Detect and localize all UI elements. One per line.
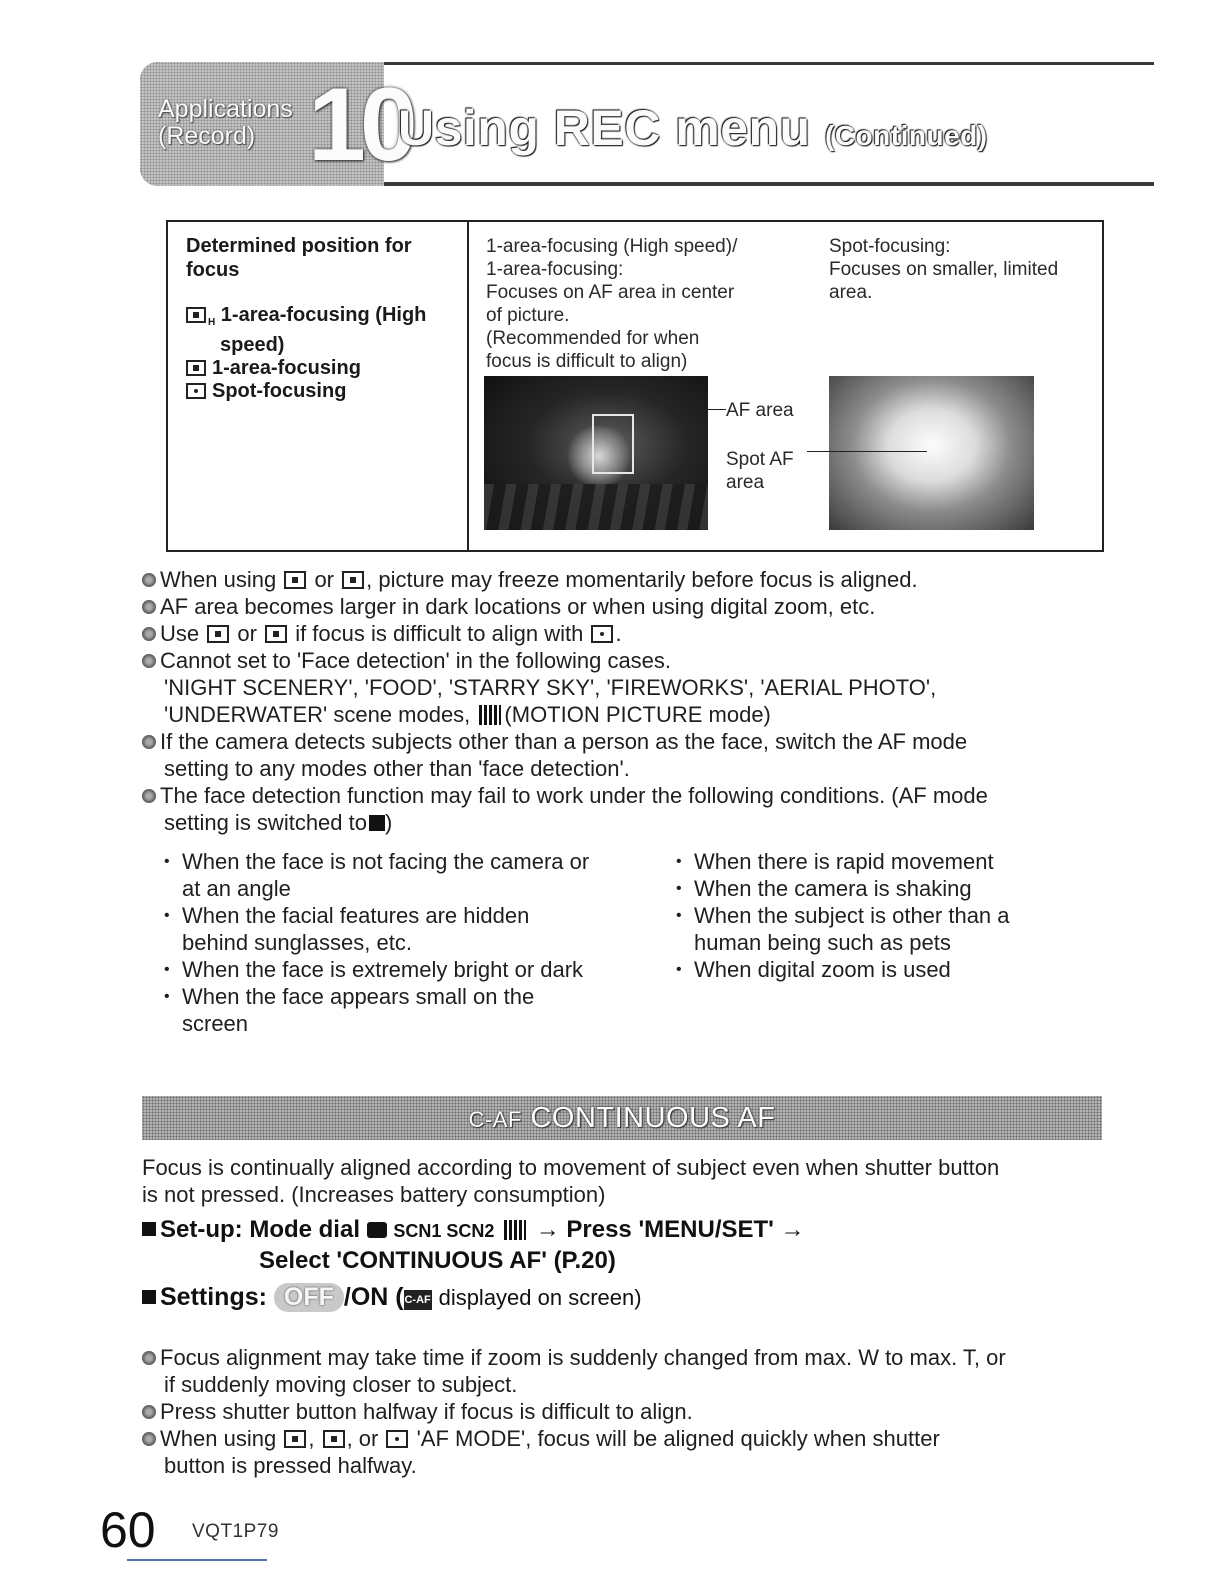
- af-1area-icon: [323, 1430, 345, 1448]
- section-name: Applications (Record): [158, 95, 293, 150]
- title-suffix: (Continued): [825, 120, 988, 151]
- list-item: • When the face is not facing the camera or at an angle: [164, 848, 644, 902]
- af-spot-icon: [186, 383, 206, 399]
- af-area-example-photo: [484, 376, 708, 530]
- af-1area-high-speed-icon: [186, 307, 206, 323]
- af-area-callout-line: [700, 409, 726, 410]
- footer-rule: [127, 1559, 267, 1561]
- motion-picture-icon: [479, 705, 501, 725]
- option-1area-high-speed: $_H$ 1-area-focusing (High speed): [186, 304, 456, 357]
- note-use-icons: Use or if focus is difficult to align with .: [142, 620, 1102, 647]
- focus-table-col2: 1-area-focusing (High speed)/ 1-area-focusing: Focuses on AF area in center of picture. (Recommended for when focus is difficult to align): [486, 236, 738, 372]
- note-press-halfway: Press shutter button halfway if focus is difficult to align.: [142, 1398, 1102, 1425]
- setting-off-default: OFF: [274, 1283, 344, 1312]
- caf-icon: C-AF: [468, 1107, 522, 1132]
- focus-table-col3: Spot-focusing: Focuses on smaller, limited area.: [829, 236, 1059, 303]
- af-spot-icon: [591, 625, 613, 643]
- af-1area-high-speed-icon: [342, 571, 364, 589]
- spot-af-callout-line: [807, 451, 927, 452]
- list-item: • When the face appears small on the screen: [164, 983, 644, 1037]
- af-1area-high-speed-icon: [207, 625, 229, 643]
- conditions-right: [676, 848, 1096, 983]
- note-quick-align: When using , , or 'AF MODE', focus will be aligned quickly when shutter: [142, 1425, 1102, 1452]
- option-1area: 1-area-focusing: [186, 357, 456, 380]
- af-area-frame: [592, 414, 634, 474]
- spot-af-example-photo: [829, 376, 1034, 530]
- caf-banner-title: C-AF CONTINUOUS AF: [468, 1102, 776, 1134]
- af-1area-icon: [369, 815, 385, 831]
- spot-af-area-label: Spot AF area: [726, 449, 794, 493]
- bullet-icon: [142, 789, 156, 803]
- note-face-detection-cases: Cannot set to 'Face detection' in the following cases.: [142, 647, 1102, 674]
- square-bullet-icon: [142, 1222, 156, 1236]
- page-title: Using REC menu (Continued): [398, 100, 988, 156]
- focus-table-col1: [186, 234, 456, 403]
- square-bullet-icon: [142, 1290, 156, 1304]
- bullet-icon: [142, 735, 156, 749]
- note-face-detection-fail: The face detection function may fail to work under the following conditions. (AF mode: [142, 782, 1102, 809]
- col1-title: Determined position for focus: [186, 235, 412, 281]
- focus-notes: When using or , picture may freeze momentarily before focus is aligned. AF area becomes larger in dark locations or when using digital zoom, etc. Use or if focus is difficult to align with . Cannot set to 'Face detection' in the following cases. 'NIGHT SCENERY', 'FOOD', 'STARRY SKY', 'FIREWORKS', 'AERIAL PHOTO', 'UNDERWATER' scene modes, (MOTION PICTURE mode) If the camera detects subjects other than a person as the face, switch the AF mode setting to any modes other than 'face detection'. The face detection function may fail to work under the following conditions. (AF mode setting is switched to ): [142, 566, 1102, 836]
- bullet-icon: [142, 573, 156, 587]
- af-1area-icon: [265, 625, 287, 643]
- list-item: • When the subject is other than a human being such as pets: [676, 902, 1096, 956]
- caf-description: Focus is continually aligned according to movement of subject even when shutter button is not pressed. (Increases battery consumption): [142, 1155, 1000, 1207]
- motion-picture-icon: [504, 1220, 526, 1240]
- caf-icon: C-AF: [404, 1290, 432, 1310]
- bullet-icon: [142, 654, 156, 668]
- bullet-icon: [142, 1405, 156, 1419]
- page-number: 60: [100, 1502, 156, 1558]
- bullet-icon: [142, 600, 156, 614]
- note-freeze: When using or , picture may freeze momentarily before focus is aligned.: [142, 566, 1102, 593]
- note-zoom-change: Focus alignment may take time if zoom is suddenly changed from max. W to max. T, or: [142, 1344, 1102, 1371]
- table-divider: [467, 220, 469, 552]
- caf-settings: Settings: OFF /ON (C-AF displayed on screen): [142, 1283, 1102, 1312]
- camera-mode-icon: [367, 1222, 387, 1238]
- list-item: • When the face is extremely bright or dark: [164, 956, 644, 983]
- bullet-icon: [142, 1351, 156, 1365]
- af-area-label: AF area: [726, 400, 794, 421]
- chapter-number: 10: [308, 67, 412, 183]
- caf-setup: Set-up: Mode dial SCN1 SCN2 → Press 'MENU/SET' → Select 'CONTINUOUS AF' (P.20): [142, 1215, 1102, 1275]
- caf-notes: Focus alignment may take time if zoom is suddenly changed from max. W to max. T, or if suddenly moving closer to subject. Press shutter button halfway if focus is difficult to align. When using , , or 'AF MODE', focus will be aligned quickly when shutter button is pressed halfway.: [142, 1344, 1102, 1479]
- conditions-left: [164, 848, 644, 1037]
- list-item: • When there is rapid movement: [676, 848, 1096, 875]
- leaves-image: [484, 484, 708, 530]
- af-1area-icon: [186, 360, 206, 376]
- bullet-icon: [142, 1432, 156, 1446]
- list-item: • When digital zoom is used: [676, 956, 1096, 983]
- scene-mode-icons: SCN1 SCN2: [393, 1221, 495, 1241]
- note-non-person-face: If the camera detects subjects other than a person as the face, switch the AF mode: [142, 728, 1102, 755]
- af-1area-high-speed-icon: [284, 1430, 306, 1448]
- bullet-icon: [142, 627, 156, 641]
- option-spot: Spot-focusing: [186, 380, 456, 403]
- af-spot-icon: [386, 1430, 408, 1448]
- list-item: • When the facial features are hidden behind sunglasses, etc.: [164, 902, 644, 956]
- list-item: • When the camera is shaking: [676, 875, 1096, 902]
- document-code: VQT1P79: [192, 1521, 279, 1542]
- note-af-area-larger: AF area becomes larger in dark locations or when using digital zoom, etc.: [142, 593, 1102, 620]
- af-23area-icon: [284, 571, 306, 589]
